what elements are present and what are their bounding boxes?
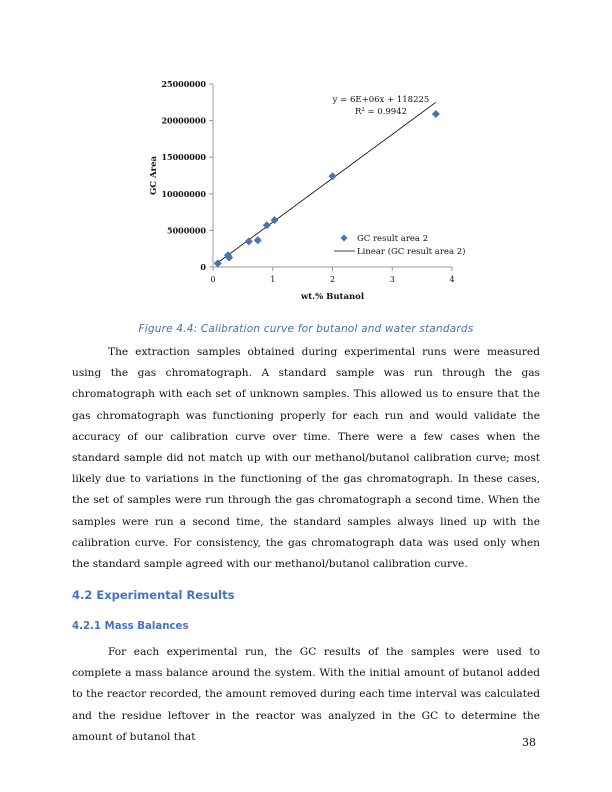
x-tick-label: 2 xyxy=(329,275,336,284)
x-tick-label: 3 xyxy=(389,275,395,284)
y-tick-label: 5000000 xyxy=(167,225,206,236)
data-point-diamond xyxy=(254,236,262,244)
y-tick-label: 20000000 xyxy=(161,115,206,126)
y-tick-label: 0 xyxy=(200,262,206,272)
trendline-equation: y = 6E+06x + 118225 xyxy=(332,95,430,105)
page-number: 38 xyxy=(522,736,536,749)
legend-marker-diamond xyxy=(341,235,348,242)
x-axis-label: wt.% Butanol xyxy=(300,292,365,302)
x-tick-label: 1 xyxy=(270,275,276,284)
section-heading-4-2: 4.2 Experimental Results xyxy=(72,588,235,602)
paragraph-1-text: The extraction samples obtained during experimental runs were measured using the gas chromatograph. A standard sample was run through the gas chromatograph with each set of unknown samples. This allowed us to ensure that the gas chromatograph was functioning properly for each run and would validate the accuracy of our calibration curve over time. There were a few cases when the standard sample did not match up with our methanol/butanol calibration curve; most likely due to variations in the functioning of the gas chromatograph. In these cases, the set of samples were run through the gas chromatograph a second time. When the samples were run a second time, the standard samples always lined up with the calibration curve. For consistency, the gas chromatograph data was used only when the standard sample agreed with our methanol/butanol calibration curve. xyxy=(72,346,540,571)
legend-label-series: GC result area 2 xyxy=(357,234,429,244)
r-squared-value: R² = 0.9942 xyxy=(354,107,408,117)
figure-caption: Figure 4.4: Calibration curve for butanol and water standards xyxy=(138,323,474,335)
data-point-diamond xyxy=(329,172,337,180)
body-paragraph-1 xyxy=(72,342,540,575)
body-paragraph-2 xyxy=(72,642,540,748)
x-tick-label: 4 xyxy=(449,275,455,284)
y-tick-label: 25000000 xyxy=(161,79,206,89)
y-tick-label: 15000000 xyxy=(161,152,206,163)
y-axis-label: GC Area xyxy=(149,156,159,195)
calibration-chart xyxy=(0,0,612,320)
data-point-diamond xyxy=(263,221,271,229)
x-tick-label: 0 xyxy=(210,275,216,284)
data-point-diamond xyxy=(432,110,440,118)
subsection-heading-4-2-1: 4.2.1 Mass Balances xyxy=(72,621,189,632)
chart-svg xyxy=(0,0,612,320)
y-tick-label: 10000000 xyxy=(161,188,206,199)
data-point-diamond xyxy=(245,237,253,245)
legend-label-trendline: Linear (GC result area 2) xyxy=(357,247,466,257)
paragraph-2-text: For each experimental run, the GC results of the samples were used to complete a mass balance around the system. With the initial amount of butanol added to the reactor recorded, the amount removed during each time interval was calculated and the residue leftover in the reactor was analyzed in the GC to determine the amount of butanol that xyxy=(72,646,540,743)
